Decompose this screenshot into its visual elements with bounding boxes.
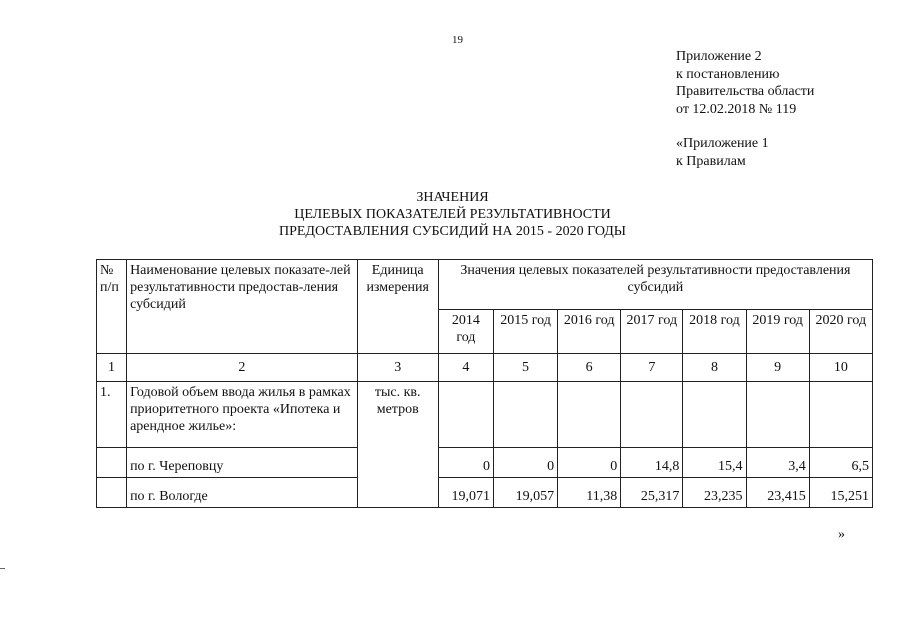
- table-row: [97, 382, 873, 448]
- row-name: Годовой объем ввода жилья в рамках приоритетного проекта «Ипотека и арендное жилье»:: [127, 382, 358, 448]
- row-name: по г. Череповцу: [127, 448, 358, 478]
- header-unit: Единица измерения: [357, 260, 438, 354]
- header-values: Значения целевых показателей результативности предоставления субсидий: [438, 260, 872, 310]
- value-cell: 23,415: [746, 478, 809, 508]
- annex-line: к Правилам: [676, 153, 746, 169]
- header-year: 2017 год: [621, 310, 683, 354]
- header-year: 2019 год: [746, 310, 809, 354]
- row-name: по г. Вологде: [127, 478, 358, 508]
- value-cell: 14,8: [621, 448, 683, 478]
- value-cell: 0: [493, 448, 557, 478]
- column-number: 5: [493, 354, 557, 382]
- column-number-row: [97, 354, 873, 382]
- header-name: Наименование целевых показате-лей результативности предостав-ления субсидий: [127, 260, 358, 354]
- column-number: 10: [809, 354, 872, 382]
- page-number: 19: [452, 34, 463, 46]
- column-number: 4: [438, 354, 493, 382]
- closing-quote: »: [838, 527, 845, 542]
- header-year: 2016 год: [558, 310, 621, 354]
- table-row: [97, 448, 873, 478]
- column-number: 2: [127, 354, 358, 382]
- value-cell: 11,38: [558, 478, 621, 508]
- value-cell: 0: [438, 448, 493, 478]
- margin-tick: [0, 568, 5, 569]
- row-num: 1.: [97, 382, 127, 448]
- header-year: 2015 год: [493, 310, 557, 354]
- header-year: 2014 год: [438, 310, 493, 354]
- annex-line: от 12.02.2018 № 119: [676, 101, 797, 117]
- column-number: 6: [558, 354, 621, 382]
- value-cell: 19,071: [438, 478, 493, 508]
- table-row: [97, 478, 873, 508]
- value-cell: 6,5: [809, 448, 872, 478]
- value-cell: 25,317: [621, 478, 683, 508]
- value-cell: 3,4: [746, 448, 809, 478]
- column-number: 8: [683, 354, 746, 382]
- value-cell: 15,4: [683, 448, 746, 478]
- annex-line: «Приложение 1: [676, 136, 769, 151]
- title-line: ПРЕДОСТАВЛЕНИЯ СУБСИДИЙ НА 2015 - 2020 ГОДЫ: [278, 224, 627, 239]
- value-cell: 19,057: [493, 478, 557, 508]
- header-num: № п/п: [97, 260, 127, 354]
- title-line: ЦЕЛЕВЫХ ПОКАЗАТЕЛЕЙ РЕЗУЛЬТАТИВНОСТИ: [294, 207, 611, 222]
- column-number: 3: [357, 354, 438, 382]
- row-unit: тыс. кв. метров: [357, 382, 438, 508]
- value-cell: 23,235: [683, 478, 746, 508]
- annex-block: [676, 48, 814, 170]
- annex-line: Правительства области: [676, 84, 815, 99]
- document-title: [0, 189, 905, 240]
- column-number: 1: [97, 354, 127, 382]
- value-cell: 0: [558, 448, 621, 478]
- column-number: 9: [746, 354, 809, 382]
- value-cell: 15,251: [809, 478, 872, 508]
- header-year: 2020 год: [809, 310, 872, 354]
- header-year: 2018 год: [683, 310, 746, 354]
- column-number: 7: [621, 354, 683, 382]
- title-line: ЗНАЧЕНИЯ: [416, 190, 489, 205]
- indicators-table: [96, 259, 873, 508]
- annex-line: к постановлению: [676, 66, 780, 82]
- annex-line: Приложение 2: [676, 49, 762, 64]
